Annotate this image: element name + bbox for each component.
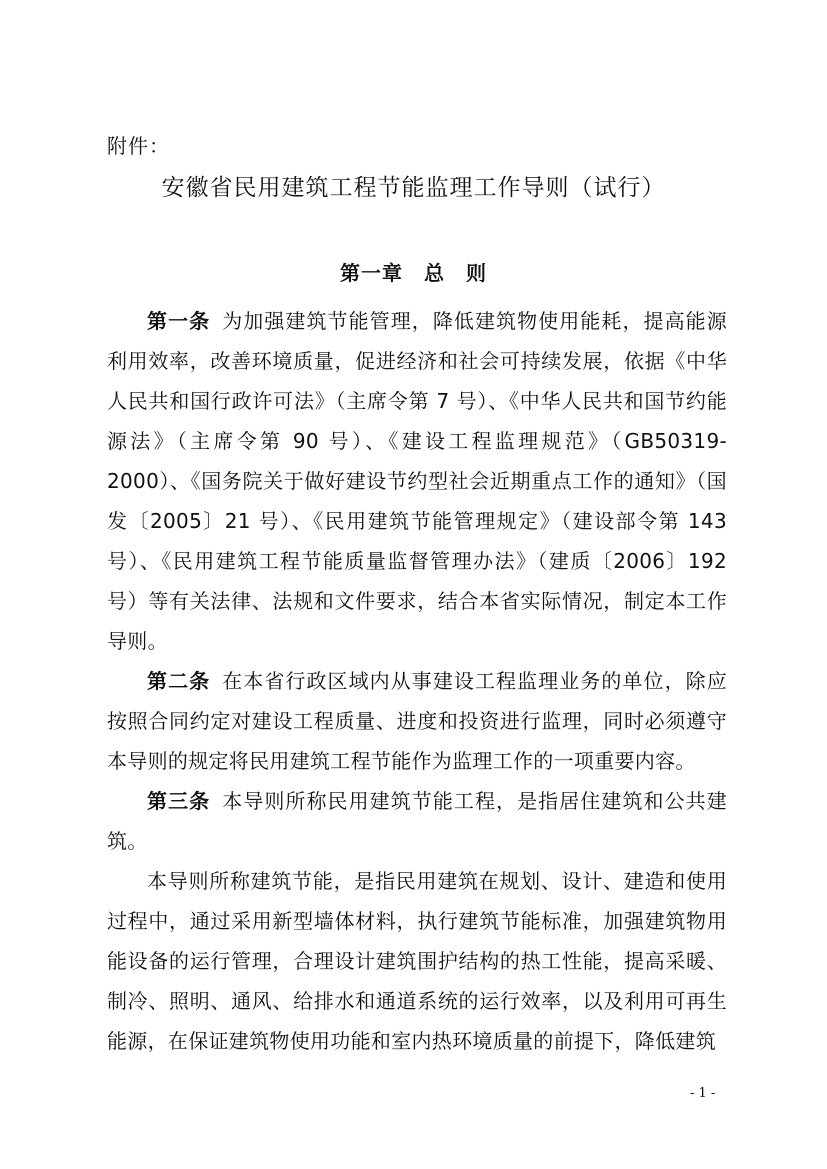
article-text: 为加强建筑节能管理，降低建筑物使用能耗，提高能源利用效率，改善环境质量，促进经济和社会可持续发展，依据《中华人民共和国行政许可法》（主席令第 7 号）、《中华人民共和国节约能源法》（主席令第 90 号）、《建设工程监理规范》（GB50319-2000）、《国务院关于做好建设节约型社会近期重点工作的通知》（国发〔2005〕21 号）、《民用建筑节能管理规定》（建设部令第 143 号）、《民用建筑工程节能质量监督管理办法》（建质〔2006〕192 号）等有关法律、法规和文件要求，结合本省实际情况，制定本工作导则。	[107, 309, 727, 653]
article-1	[107, 301, 727, 661]
chapter-heading: 第一章 总 则	[340, 261, 487, 285]
article-2	[107, 661, 727, 781]
article-text: 在本省行政区域内从事建设工程监理业务的单位，除应按照合同约定对建设工程质量、进度和投资进行监理，同时必须遵守本导则的规定将民用建筑工程节能作为监理工作的一项重要内容。	[107, 669, 727, 773]
article-label: 第二条	[147, 669, 211, 693]
document-title: 安徽省民用建筑工程节能监理工作导则（试行）	[161, 175, 666, 201]
attachment-label: 附件：	[107, 134, 170, 158]
page-number: - 1 -	[690, 1086, 716, 1101]
body-text	[107, 301, 727, 1061]
article-label: 第一条	[147, 309, 211, 333]
paragraph-definition: 本导则所称建筑节能，是指民用建筑在规划、设计、建造和使用过程中，通过采用新型墙体材料，执行建筑节能标准，加强建筑物用能设备的运行管理，合理设计建筑围护结构的热工性能，提高采暖、制冷、照明、通风、给排水和通道系统的运行效率，以及利用可再生能源，在保证建筑物使用功能和室内热环境质量的前提下，降低建筑	[107, 869, 727, 1053]
article-text: 本导则所称民用建筑节能工程，是指居住建筑和公共建筑。	[107, 789, 727, 853]
article-3	[107, 781, 727, 861]
article-label: 第三条	[147, 789, 211, 813]
